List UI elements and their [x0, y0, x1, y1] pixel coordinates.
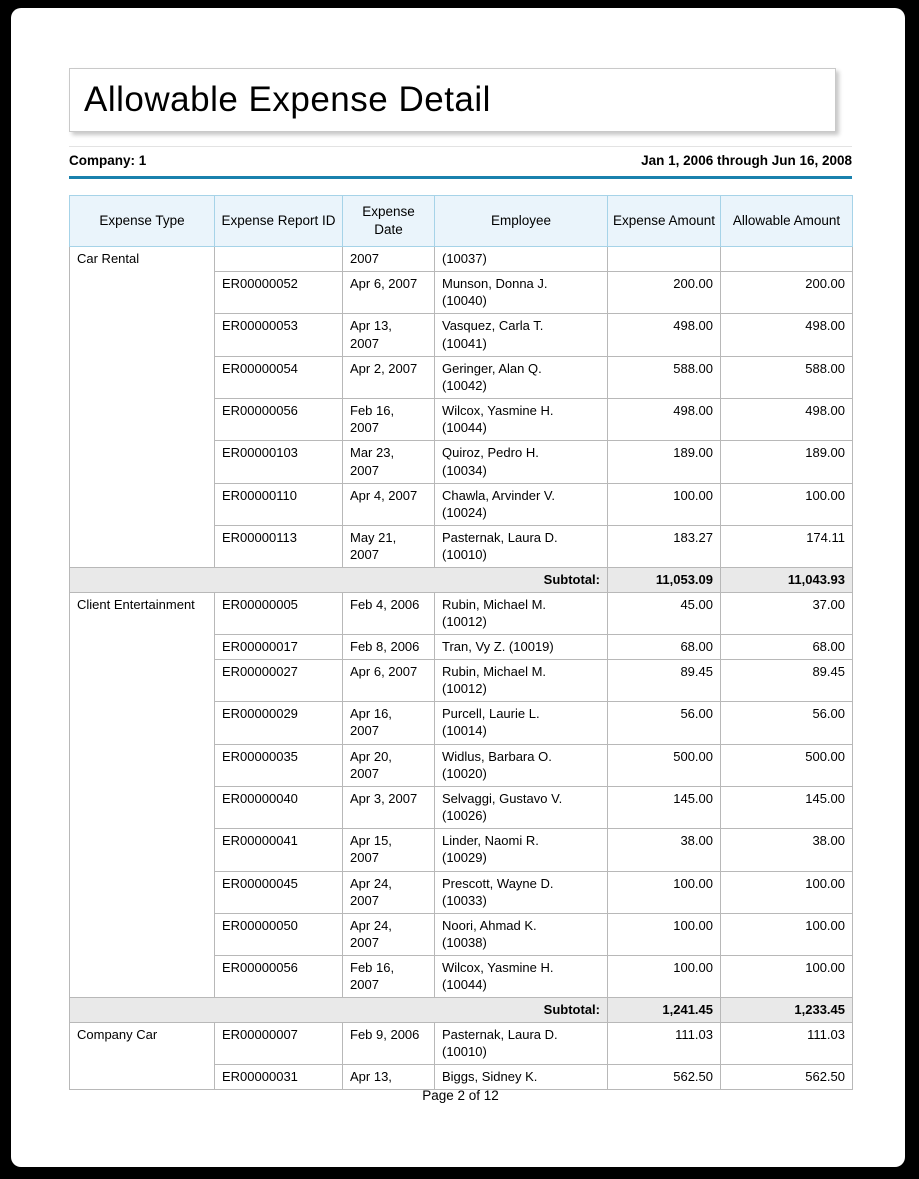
- expense-date-cell: [343, 871, 435, 913]
- allowable-amount-cell: 189.00: [721, 441, 853, 483]
- expense-date-line: 2007: [350, 765, 379, 781]
- report-id-cell: ER00000050: [215, 913, 343, 955]
- allowable-amount-cell: 498.00: [721, 399, 853, 441]
- report-id-cell: ER00000113: [215, 526, 343, 568]
- expense-date-line: 2007: [350, 850, 379, 866]
- expense-date-line: Feb 16,: [350, 403, 395, 419]
- employee-line: Vasquez, Carla T.: [442, 318, 544, 334]
- employee-line: (10044): [442, 977, 487, 993]
- expense-date-line: Feb 9, 2006: [350, 1026, 420, 1042]
- page-footer: Page 2 of 12: [422, 1088, 499, 1103]
- expense-amount-cell: 183.27: [608, 526, 721, 568]
- allowable-amount-cell: 68.00: [721, 634, 853, 659]
- allowable-amount-cell: 56.00: [721, 702, 853, 744]
- expense-date-line: 2007: [350, 547, 379, 563]
- employee-line: Chawla, Arvinder V.: [442, 487, 555, 503]
- employee-cell: [435, 356, 608, 398]
- expense-date-line: Feb 8, 2006: [350, 638, 420, 654]
- page-title: Allowable Expense Detail: [84, 80, 491, 119]
- employee-line: Wilcox, Yasmine H.: [442, 403, 554, 419]
- expense-date-line: Apr 16,: [350, 706, 392, 722]
- expense-amount-cell: 45.00: [608, 592, 721, 634]
- expense-date-line: Feb 16,: [350, 960, 395, 976]
- expense-date-cell: [343, 272, 435, 314]
- employee-line: Linder, Naomi R.: [442, 833, 539, 849]
- allowable-amount-cell: 500.00: [721, 744, 853, 786]
- employee-cell: [435, 314, 608, 356]
- employee-line: Wilcox, Yasmine H.: [442, 960, 554, 976]
- expense-date-line: 2007: [350, 462, 379, 478]
- expense-date-line: Apr 6, 2007: [350, 663, 418, 679]
- subtotal-row: [70, 998, 853, 1022]
- expense-date-cell: [343, 441, 435, 483]
- expense-table: [69, 195, 853, 1090]
- expense-date-line: Apr 6, 2007: [350, 276, 418, 292]
- report-id-cell: ER00000056: [215, 956, 343, 998]
- expense-date-line: Apr 13,: [350, 318, 392, 334]
- expense-date-cell: [343, 399, 435, 441]
- report-id-cell: ER00000017: [215, 634, 343, 659]
- expense-type-cell: Company Car: [70, 1022, 215, 1089]
- table-header-row: [70, 196, 853, 247]
- employee-cell: [435, 786, 608, 828]
- report-title-box: [69, 68, 836, 132]
- report-id-cell: ER00000052: [215, 272, 343, 314]
- report-id-cell: ER00000040: [215, 786, 343, 828]
- subtotal-row: [70, 568, 853, 592]
- expense-amount-cell: 89.45: [608, 659, 721, 701]
- column-header-expense-date: Expense Date: [343, 196, 435, 247]
- allowable-amount-cell: 37.00: [721, 592, 853, 634]
- allowable-amount-cell: [721, 247, 853, 272]
- expense-date-line: Feb 4, 2006: [350, 596, 420, 612]
- employee-line: Tran, Vy Z. (10019): [442, 638, 554, 654]
- expense-date-line: 2007: [350, 935, 379, 950]
- employee-line: (10042): [442, 377, 487, 393]
- employee-line: (10014): [442, 723, 487, 739]
- allowable-amount-cell: 100.00: [721, 483, 853, 525]
- column-header-expense-type: Expense Type: [70, 196, 215, 247]
- allowable-amount-cell: 145.00: [721, 786, 853, 828]
- expense-date-cell: [343, 314, 435, 356]
- employee-line: Munson, Donna J.: [442, 276, 548, 292]
- report-id-cell: ER00000110: [215, 483, 343, 525]
- employee-cell: [435, 744, 608, 786]
- employee-line: Pasternak, Laura D.: [442, 530, 558, 546]
- report-id-cell: ER00000103: [215, 441, 343, 483]
- report-page: [11, 8, 905, 1167]
- report-id-cell: ER00000054: [215, 356, 343, 398]
- expense-date-line: Apr 2, 2007: [350, 360, 418, 376]
- expense-date-cell: [343, 526, 435, 568]
- column-header-allowable-amount: Allowable Amount: [721, 196, 853, 247]
- report-id-cell: ER00000053: [215, 314, 343, 356]
- expense-type-cell: Car Rental: [70, 247, 215, 568]
- expense-amount-cell: 500.00: [608, 744, 721, 786]
- report-id-cell: ER00000031: [215, 1064, 343, 1089]
- employee-cell: [435, 634, 608, 659]
- employee-line: Rubin, Michael M.: [442, 663, 547, 679]
- expense-amount-cell: 498.00: [608, 399, 721, 441]
- expense-date-line: 2007: [350, 977, 379, 993]
- expense-date-line: Apr 15,: [350, 833, 392, 849]
- employee-line: Prescott, Wayne D.: [442, 875, 554, 891]
- employee-cell: [435, 247, 608, 272]
- expense-amount-cell: 100.00: [608, 483, 721, 525]
- report-id-cell: ER00000029: [215, 702, 343, 744]
- expense-date-line: 2007: [350, 892, 379, 908]
- employee-line: Geringer, Alan Q.: [442, 360, 542, 376]
- employee-line: (10033): [442, 892, 487, 908]
- date-range: Jan 1, 2006 through Jun 16, 2008: [641, 153, 852, 168]
- expense-amount-cell: 498.00: [608, 314, 721, 356]
- employee-cell: [435, 871, 608, 913]
- report-id-cell: ER00000035: [215, 744, 343, 786]
- report-id-cell: ER00000056: [215, 399, 343, 441]
- employee-line: Rubin, Michael M.: [442, 596, 547, 612]
- expense-date-cell: [343, 702, 435, 744]
- expense-date-cell: [343, 356, 435, 398]
- employee-cell: [435, 829, 608, 871]
- subtotal-allowable-amount: 11,043.93: [721, 568, 853, 592]
- employee-cell: [435, 526, 608, 568]
- accent-divider: [69, 176, 852, 179]
- employee-cell: [435, 592, 608, 634]
- employee-line: (10040): [442, 293, 487, 309]
- report-id-cell: ER00000041: [215, 829, 343, 871]
- employee-line: Pasternak, Laura D.: [442, 1026, 558, 1042]
- employee-line: (10010): [442, 1043, 487, 1059]
- report-meta-row: [69, 146, 852, 173]
- employee-line: (10012): [442, 613, 487, 629]
- subtotal-label-cell: Subtotal:: [70, 568, 608, 592]
- column-header-expense-amount: Expense Amount: [608, 196, 721, 247]
- expense-date-cell: [343, 829, 435, 871]
- subtotal-expense-amount: 11,053.09: [608, 568, 721, 592]
- allowable-amount-cell: 100.00: [721, 871, 853, 913]
- column-header-employee: Employee: [435, 196, 608, 247]
- expense-date-line: Apr 13,: [350, 1068, 392, 1084]
- table-row: [70, 247, 853, 272]
- expense-date-cell: [343, 247, 435, 272]
- employee-cell: [435, 956, 608, 998]
- expense-type-cell: Client Entertainment: [70, 592, 215, 998]
- employee-line: (10012): [442, 681, 487, 697]
- expense-date-line: Apr 24,: [350, 917, 392, 933]
- expense-date-line: Apr 24,: [350, 875, 392, 891]
- employee-line: (10041): [442, 335, 487, 351]
- allowable-amount-cell: 174.11: [721, 526, 853, 568]
- table-row: [70, 592, 853, 634]
- expense-amount-cell: 100.00: [608, 956, 721, 998]
- report-id-cell: ER00000045: [215, 871, 343, 913]
- expense-amount-cell: 145.00: [608, 786, 721, 828]
- expense-amount-cell: 588.00: [608, 356, 721, 398]
- expense-date-cell: [343, 1022, 435, 1064]
- expense-amount-cell: 562.50: [608, 1064, 721, 1089]
- employee-line: (10037): [442, 251, 487, 266]
- expense-amount-cell: 56.00: [608, 702, 721, 744]
- report-id-cell: ER00000027: [215, 659, 343, 701]
- subtotal-label-cell: Subtotal:: [70, 998, 608, 1022]
- subtotal-expense-amount: 1,241.45: [608, 998, 721, 1022]
- allowable-amount-cell: 200.00: [721, 272, 853, 314]
- employee-line: (10029): [442, 850, 487, 866]
- expense-date-cell: [343, 592, 435, 634]
- expense-date-line: 2007: [350, 335, 379, 351]
- company-label: Company: 1: [69, 153, 147, 168]
- expense-date-line: 2007: [350, 723, 379, 739]
- employee-cell: [435, 441, 608, 483]
- report-id-cell: [215, 247, 343, 272]
- employee-cell: [435, 399, 608, 441]
- expense-date-line: Apr 4, 2007: [350, 487, 418, 503]
- subtotal-allowable-amount: 1,233.45: [721, 998, 853, 1022]
- employee-line: Selvaggi, Gustavo V.: [442, 790, 563, 806]
- expense-date-cell: [343, 786, 435, 828]
- allowable-amount-cell: 588.00: [721, 356, 853, 398]
- employee-cell: [435, 659, 608, 701]
- expense-date-line: Mar 23,: [350, 445, 395, 461]
- expense-amount-cell: 100.00: [608, 871, 721, 913]
- employee-line: (10038): [442, 935, 487, 950]
- expense-amount-cell: 189.00: [608, 441, 721, 483]
- employee-line: Biggs, Sidney K.: [442, 1068, 538, 1084]
- employee-line: (10044): [442, 420, 487, 436]
- expense-amount-cell: 111.03: [608, 1022, 721, 1064]
- expense-date-cell: [343, 483, 435, 525]
- expense-date-cell: [343, 744, 435, 786]
- report-id-cell: ER00000007: [215, 1022, 343, 1064]
- employee-line: Noori, Ahmad K.: [442, 917, 537, 933]
- allowable-amount-cell: 562.50: [721, 1064, 853, 1089]
- expense-date-line: 2007: [350, 420, 379, 436]
- expense-amount-cell: 68.00: [608, 634, 721, 659]
- allowable-amount-cell: 111.03: [721, 1022, 853, 1064]
- employee-cell: [435, 913, 608, 955]
- employee-cell: [435, 483, 608, 525]
- expense-date-line: Apr 20,: [350, 748, 392, 764]
- employee-cell: [435, 272, 608, 314]
- expense-date-line: 2007: [350, 251, 379, 266]
- expense-date-line: Apr 3, 2007: [350, 790, 418, 806]
- table-row: [70, 1022, 853, 1064]
- expense-date-cell: [343, 1064, 435, 1089]
- employee-cell: [435, 702, 608, 744]
- expense-amount-cell: 38.00: [608, 829, 721, 871]
- expense-date-cell: [343, 659, 435, 701]
- allowable-amount-cell: 100.00: [721, 913, 853, 955]
- employee-line: Purcell, Laurie L.: [442, 706, 540, 722]
- expense-amount-cell: 100.00: [608, 913, 721, 955]
- allowable-amount-cell: 89.45: [721, 659, 853, 701]
- expense-date-line: May 21,: [350, 530, 397, 546]
- employee-line: (10024): [442, 504, 487, 520]
- allowable-amount-cell: 498.00: [721, 314, 853, 356]
- employee-line: Quiroz, Pedro H.: [442, 445, 539, 461]
- employee-line: (10010): [442, 547, 487, 563]
- expense-date-cell: [343, 956, 435, 998]
- expense-amount-cell: [608, 247, 721, 272]
- allowable-amount-cell: 38.00: [721, 829, 853, 871]
- employee-line: (10020): [442, 765, 487, 781]
- expense-date-cell: [343, 913, 435, 955]
- employee-line: Widlus, Barbara O.: [442, 748, 552, 764]
- allowable-amount-cell: 100.00: [721, 956, 853, 998]
- expense-table-body: [70, 247, 853, 1090]
- employee-line: (10034): [442, 462, 487, 478]
- employee-line: (10026): [442, 808, 487, 824]
- expense-date-cell: [343, 634, 435, 659]
- report-id-cell: ER00000005: [215, 592, 343, 634]
- column-header-expense-report-id: Expense Report ID: [215, 196, 343, 247]
- employee-cell: [435, 1064, 608, 1089]
- expense-amount-cell: 200.00: [608, 272, 721, 314]
- employee-cell: [435, 1022, 608, 1064]
